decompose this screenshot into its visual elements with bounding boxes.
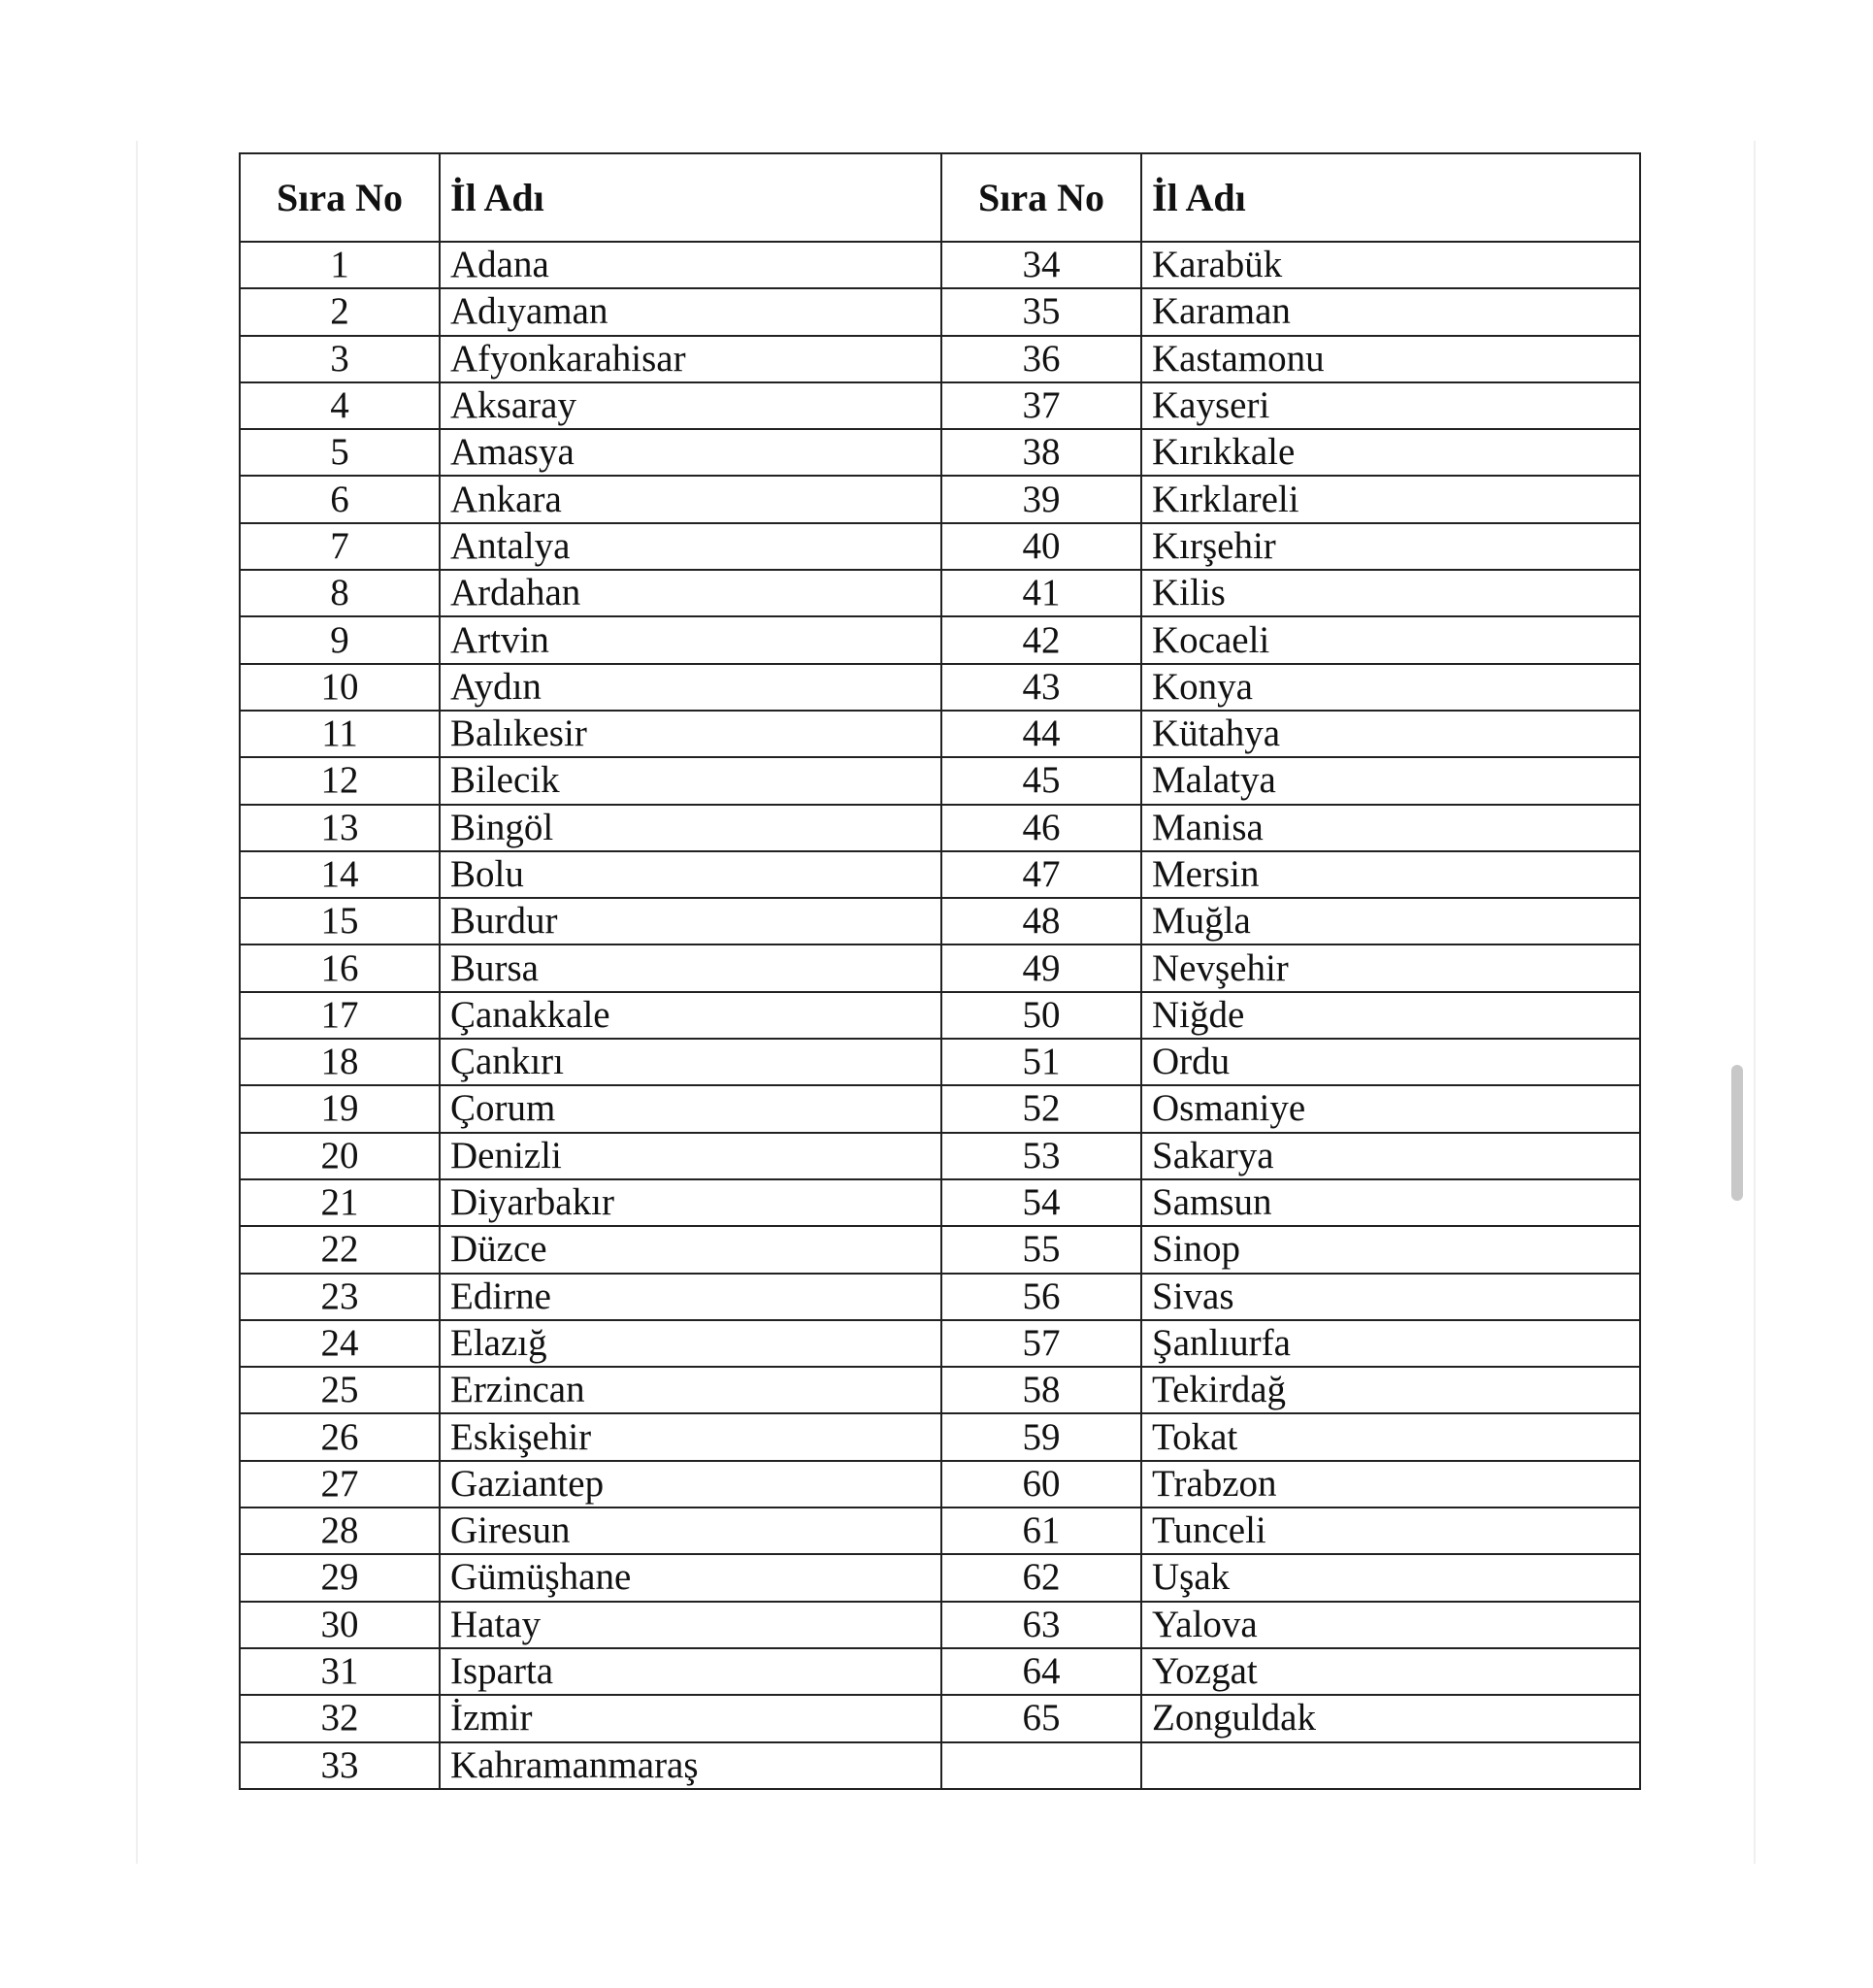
- cell-sira-no-left: 29: [240, 1554, 440, 1601]
- cell-il-adi-right: Kırıkkale: [1141, 429, 1640, 476]
- table-row: [240, 898, 1640, 944]
- cell-sira-no-left: 17: [240, 992, 440, 1039]
- cell-sira-no-left: 25: [240, 1367, 440, 1413]
- cell-sira-no-left: 32: [240, 1695, 440, 1741]
- table-header-row: [240, 153, 1640, 242]
- cell-il-adi-right: Tokat: [1141, 1413, 1640, 1460]
- cell-il-adi-left: Burdur: [440, 898, 941, 944]
- cell-il-adi-right: Zonguldak: [1141, 1695, 1640, 1741]
- cell-sira-no-right: 36: [941, 336, 1141, 382]
- cell-sira-no-right: 52: [941, 1085, 1141, 1132]
- cell-il-adi-left: Adıyaman: [440, 288, 941, 335]
- cell-sira-no-left: 5: [240, 429, 440, 476]
- table-row: [240, 1413, 1640, 1460]
- cell-il-adi-right: Yozgat: [1141, 1648, 1640, 1695]
- table-row: [240, 1274, 1640, 1320]
- cell-sira-no-left: 15: [240, 898, 440, 944]
- table-row: [240, 1554, 1640, 1601]
- cell-il-adi-right: Şanlıurfa: [1141, 1320, 1640, 1367]
- cell-sira-no-left: 28: [240, 1508, 440, 1554]
- cell-il-adi-right: Malatya: [1141, 757, 1640, 804]
- table-row: [240, 382, 1640, 429]
- cell-il-adi-left: Bursa: [440, 944, 941, 991]
- cell-il-adi-left: Amasya: [440, 429, 941, 476]
- cell-sira-no-right: 38: [941, 429, 1141, 476]
- cell-sira-no-right: 48: [941, 898, 1141, 944]
- cell-sira-no-right: 62: [941, 1554, 1141, 1601]
- cell-il-adi-left: Aksaray: [440, 382, 941, 429]
- cell-sira-no-right: 58: [941, 1367, 1141, 1413]
- cell-il-adi-left: Hatay: [440, 1602, 941, 1648]
- cell-il-adi-right: Ordu: [1141, 1039, 1640, 1085]
- cell-sira-no-left: 23: [240, 1274, 440, 1320]
- cell-sira-no-left: 22: [240, 1226, 440, 1273]
- table-row: [240, 242, 1640, 288]
- table-row: [240, 805, 1640, 851]
- cell-il-adi-right: Kocaeli: [1141, 616, 1640, 663]
- cell-sira-no-left: 8: [240, 570, 440, 616]
- table-row: [240, 1602, 1640, 1648]
- cell-il-adi-right: Nevşehir: [1141, 944, 1640, 991]
- cell-sira-no-left: 10: [240, 664, 440, 711]
- table-row: [240, 570, 1640, 616]
- cell-sira-no-left: 12: [240, 757, 440, 804]
- cell-il-adi-left: Isparta: [440, 1648, 941, 1695]
- header-il-adi-right: İl Adı: [1141, 153, 1640, 242]
- cell-sira-no-right: 44: [941, 711, 1141, 757]
- table-row: [240, 1133, 1640, 1179]
- cell-il-adi-left: Bilecik: [440, 757, 941, 804]
- table-row: [240, 1648, 1640, 1695]
- cell-sira-no-right: 39: [941, 476, 1141, 522]
- table-row: [240, 523, 1640, 570]
- table-row: [240, 1695, 1640, 1741]
- cell-il-adi-left: Çanakkale: [440, 992, 941, 1039]
- table-row: [240, 1742, 1640, 1789]
- cell-sira-no-right: 59: [941, 1413, 1141, 1460]
- cell-sira-no-right: 47: [941, 851, 1141, 898]
- cell-il-adi-left: Giresun: [440, 1508, 941, 1554]
- cell-sira-no-right: 54: [941, 1179, 1141, 1226]
- cell-il-adi-left: Ankara: [440, 476, 941, 522]
- cell-il-adi-right: Kütahya: [1141, 711, 1640, 757]
- cell-il-adi-right: Konya: [1141, 664, 1640, 711]
- cell-sira-no-left: 13: [240, 805, 440, 851]
- table-row: [240, 664, 1640, 711]
- cell-sira-no-left: 24: [240, 1320, 440, 1367]
- table-row: [240, 1320, 1640, 1367]
- cell-il-adi-right: Tekirdağ: [1141, 1367, 1640, 1413]
- cell-sira-no-right: 57: [941, 1320, 1141, 1367]
- cell-sira-no-right: 60: [941, 1461, 1141, 1508]
- cell-sira-no-left: 26: [240, 1413, 440, 1460]
- cell-sira-no-left: 2: [240, 288, 440, 335]
- cell-il-adi-right: Tunceli: [1141, 1508, 1640, 1554]
- cell-il-adi-right: Kastamonu: [1141, 336, 1640, 382]
- table-row: [240, 711, 1640, 757]
- table-row: [240, 1085, 1640, 1132]
- table-row: [240, 616, 1640, 663]
- cell-sira-no-right: 56: [941, 1274, 1141, 1320]
- cell-il-adi-right: Kırşehir: [1141, 523, 1640, 570]
- cell-sira-no-right: 34: [941, 242, 1141, 288]
- cell-sira-no-left: 7: [240, 523, 440, 570]
- cell-sira-no-left: 19: [240, 1085, 440, 1132]
- cell-sira-no-right: 51: [941, 1039, 1141, 1085]
- table-row: [240, 1461, 1640, 1508]
- cell-sira-no-left: 14: [240, 851, 440, 898]
- cell-il-adi-left: Diyarbakır: [440, 1179, 941, 1226]
- table-body: [240, 242, 1640, 1789]
- cell-sira-no-left: 1: [240, 242, 440, 288]
- cell-sira-no-right: 49: [941, 944, 1141, 991]
- cell-sira-no-right: 63: [941, 1602, 1141, 1648]
- cell-sira-no-left: 11: [240, 711, 440, 757]
- cell-sira-no-right: 46: [941, 805, 1141, 851]
- cell-il-adi-left: Artvin: [440, 616, 941, 663]
- cell-sira-no-right: 53: [941, 1133, 1141, 1179]
- cell-il-adi-left: Balıkesir: [440, 711, 941, 757]
- cell-il-adi-right: Karaman: [1141, 288, 1640, 335]
- cell-sira-no-right: 43: [941, 664, 1141, 711]
- cell-il-adi-right: Manisa: [1141, 805, 1640, 851]
- cell-sira-no-left: 21: [240, 1179, 440, 1226]
- cell-il-adi-right: Muğla: [1141, 898, 1640, 944]
- cell-il-adi-left: Adana: [440, 242, 941, 288]
- cell-sira-no-right: 42: [941, 616, 1141, 663]
- cell-il-adi-right: Trabzon: [1141, 1461, 1640, 1508]
- cell-il-adi-left: Erzincan: [440, 1367, 941, 1413]
- cell-il-adi-right: Niğde: [1141, 992, 1640, 1039]
- cell-sira-no-left: 33: [240, 1742, 440, 1789]
- header-il-adi-left: İl Adı: [440, 153, 941, 242]
- header-sira-no-right: Sıra No: [941, 153, 1141, 242]
- cell-il-adi-right: Uşak: [1141, 1554, 1640, 1601]
- cell-il-adi-right: [1141, 1742, 1640, 1789]
- cell-il-adi-right: Osmaniye: [1141, 1085, 1640, 1132]
- province-table: [239, 152, 1641, 1790]
- cell-il-adi-left: Denizli: [440, 1133, 941, 1179]
- cell-sira-no-right: 64: [941, 1648, 1141, 1695]
- cell-il-adi-left: Eskişehir: [440, 1413, 941, 1460]
- cell-il-adi-right: Kayseri: [1141, 382, 1640, 429]
- cell-il-adi-right: Sivas: [1141, 1274, 1640, 1320]
- cell-sira-no-left: 31: [240, 1648, 440, 1695]
- cell-sira-no-left: 20: [240, 1133, 440, 1179]
- cell-il-adi-right: Karabük: [1141, 242, 1640, 288]
- table-row: [240, 944, 1640, 991]
- cell-sira-no-right: 45: [941, 757, 1141, 804]
- cell-sira-no-left: 3: [240, 336, 440, 382]
- table-row: [240, 757, 1640, 804]
- table-row: [240, 1508, 1640, 1554]
- cell-sira-no-right: 50: [941, 992, 1141, 1039]
- cell-il-adi-right: Sakarya: [1141, 1133, 1640, 1179]
- cell-sira-no-left: 30: [240, 1602, 440, 1648]
- table-row: [240, 851, 1640, 898]
- table-row: [240, 288, 1640, 335]
- cell-il-adi-right: Kilis: [1141, 570, 1640, 616]
- cell-sira-no-right: 61: [941, 1508, 1141, 1554]
- cell-sira-no-left: 18: [240, 1039, 440, 1085]
- cell-sira-no-left: 9: [240, 616, 440, 663]
- cell-il-adi-left: Elazığ: [440, 1320, 941, 1367]
- cell-il-adi-left: Afyonkarahisar: [440, 336, 941, 382]
- cell-sira-no-right: 35: [941, 288, 1141, 335]
- table-row: [240, 992, 1640, 1039]
- cell-sira-no-right: 40: [941, 523, 1141, 570]
- cell-il-adi-left: Bingöl: [440, 805, 941, 851]
- cell-il-adi-left: Düzce: [440, 1226, 941, 1273]
- cell-il-adi-left: Edirne: [440, 1274, 941, 1320]
- cell-sira-no-right: 37: [941, 382, 1141, 429]
- cell-il-adi-left: Kahramanmaraş: [440, 1742, 941, 1789]
- cell-il-adi-right: Sinop: [1141, 1226, 1640, 1273]
- cell-il-adi-right: Yalova: [1141, 1602, 1640, 1648]
- table-row: [240, 476, 1640, 522]
- cell-il-adi-left: Aydın: [440, 664, 941, 711]
- cell-il-adi-left: Çorum: [440, 1085, 941, 1132]
- cell-il-adi-left: Bolu: [440, 851, 941, 898]
- cell-sira-no-right: [941, 1742, 1141, 1789]
- table-row: [240, 1179, 1640, 1226]
- cell-sira-no-left: 27: [240, 1461, 440, 1508]
- cell-il-adi-left: Antalya: [440, 523, 941, 570]
- cell-il-adi-right: Samsun: [1141, 1179, 1640, 1226]
- cell-il-adi-left: Çankırı: [440, 1039, 941, 1085]
- scrollbar-thumb[interactable]: [1731, 1065, 1743, 1201]
- cell-sira-no-left: 16: [240, 944, 440, 991]
- table-row: [240, 1367, 1640, 1413]
- cell-sira-no-right: 65: [941, 1695, 1141, 1741]
- table-row: [240, 429, 1640, 476]
- table-row: [240, 1039, 1640, 1085]
- cell-il-adi-left: İzmir: [440, 1695, 941, 1741]
- cell-il-adi-left: Gaziantep: [440, 1461, 941, 1508]
- cell-sira-no-left: 6: [240, 476, 440, 522]
- cell-sira-no-right: 41: [941, 570, 1141, 616]
- cell-sira-no-left: 4: [240, 382, 440, 429]
- header-sira-no-left: Sıra No: [240, 153, 440, 242]
- cell-il-adi-left: Gümüşhane: [440, 1554, 941, 1601]
- cell-il-adi-left: Ardahan: [440, 570, 941, 616]
- table-row: [240, 1226, 1640, 1273]
- table-row: [240, 336, 1640, 382]
- cell-il-adi-right: Mersin: [1141, 851, 1640, 898]
- cell-il-adi-right: Kırklareli: [1141, 476, 1640, 522]
- cell-sira-no-right: 55: [941, 1226, 1141, 1273]
